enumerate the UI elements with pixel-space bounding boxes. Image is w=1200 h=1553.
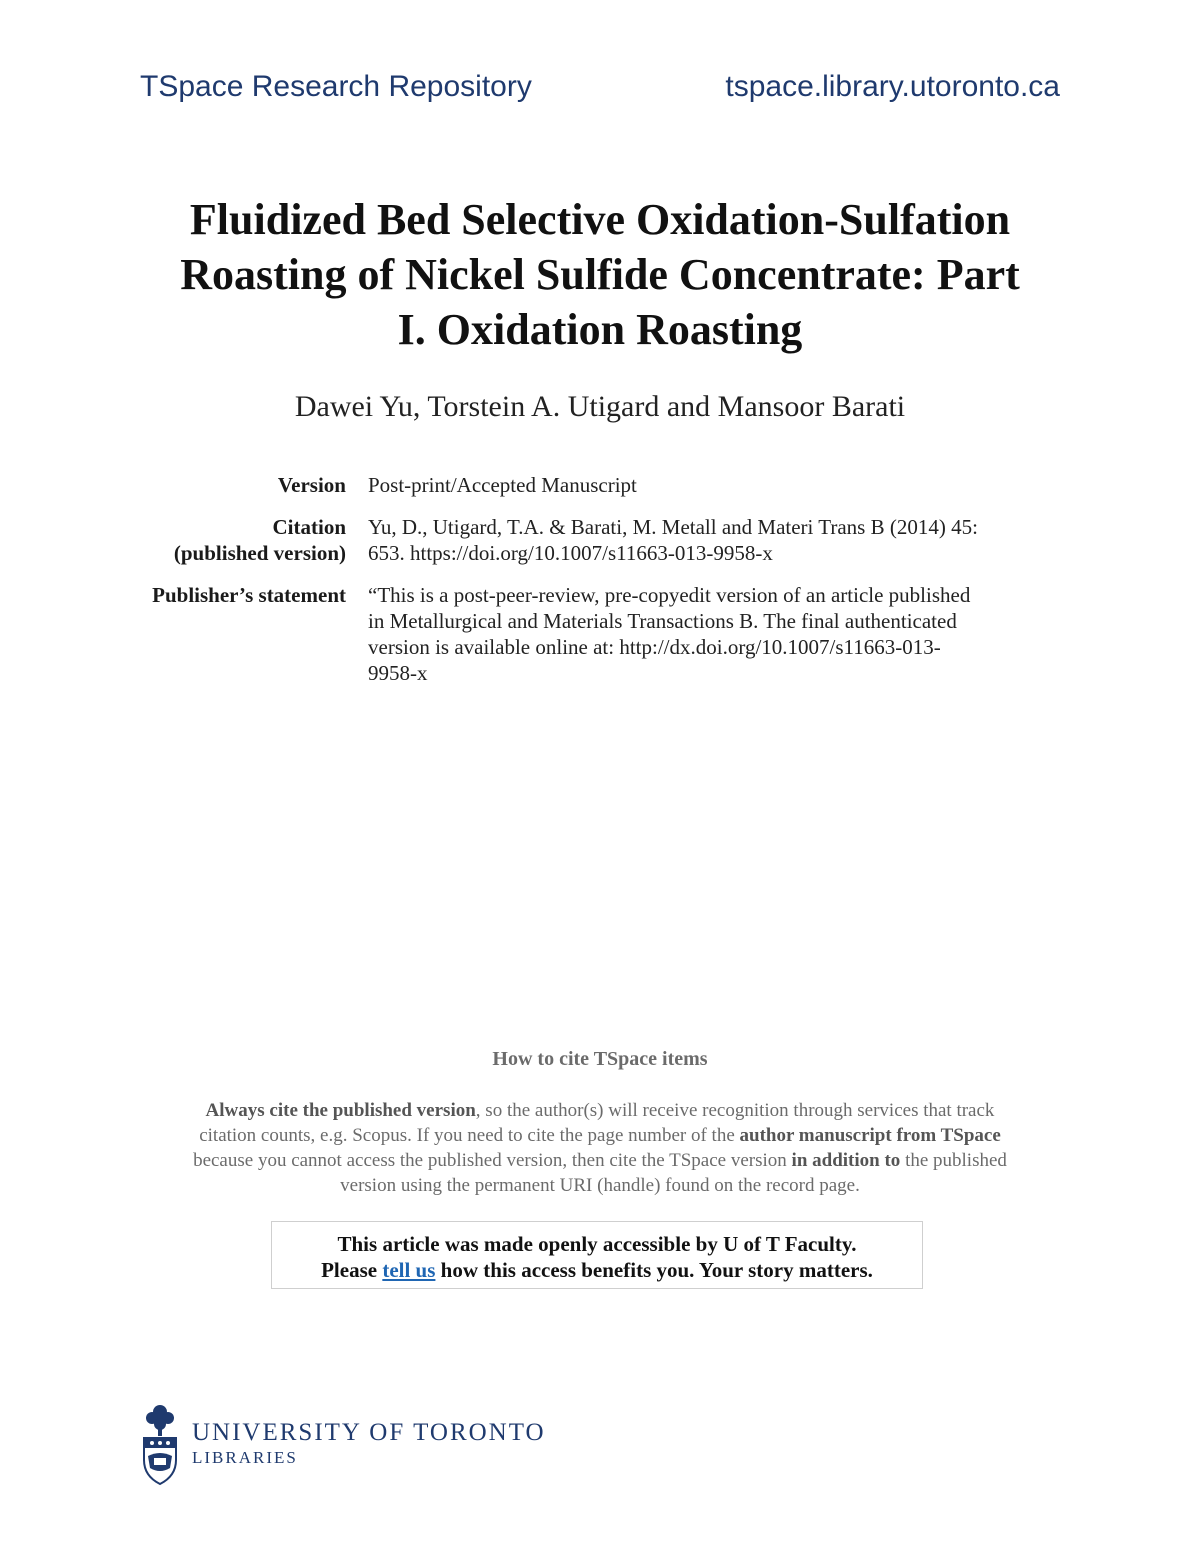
access-line-1: This article was made openly accessible by U of T Faculty. — [337, 1232, 857, 1256]
citation-label — [130, 514, 368, 566]
citation-value — [368, 514, 1060, 566]
statement-line-3: version is available online at: http://dx.doi.org/10.1007/s11663-013- — [368, 635, 941, 659]
title-line-1: Fluidized Bed Selective Oxidation-Sulfation — [189, 195, 1011, 244]
statement-line-2: in Metallurgical and Materials Transactions B. The final authenticated — [368, 609, 957, 633]
version-row — [130, 472, 1060, 498]
statement-value — [368, 582, 1060, 686]
citation-label-line-2: (published version) — [173, 541, 346, 565]
logo-university-name: UNIVERSITY OF TORONTO — [192, 1419, 546, 1446]
version-label: Version — [277, 473, 346, 497]
cite-text-2: citation counts, e.g. Scopus. If you need to cite the page number of the — [199, 1125, 740, 1146]
citation-value-line-2: 653. https://doi.org/10.1007/s11663-013-9958-x — [368, 541, 773, 565]
document-title — [120, 192, 1080, 357]
cite-text-1: , so the author(s) will receive recognition through services that track — [475, 1100, 995, 1121]
access-line-2-start: Please — [321, 1258, 383, 1282]
cite-bold-3: in addition to — [791, 1150, 901, 1171]
repository-name: TSpace Research Repository — [140, 70, 532, 103]
university-logo — [140, 1402, 546, 1486]
university-crest-icon — [140, 1402, 180, 1486]
title-line-2: Roasting of Nickel Sulfide Concentrate: Part — [180, 250, 1020, 299]
logo-libraries: LIBRARIES — [192, 1448, 298, 1467]
tell-us-link[interactable]: tell us — [382, 1258, 436, 1282]
repository-url: tspace.library.utoronto.ca — [725, 70, 1060, 103]
statement-label: Publisher’s statement — [152, 583, 346, 607]
cite-text-3: because you cannot access the published version, then cite the TSpace version — [193, 1150, 792, 1171]
citation-row — [130, 514, 1060, 566]
open-access-box — [271, 1221, 923, 1289]
authors: Dawei Yu, Torstein A. Utigard and Mansoor Barati — [294, 390, 906, 423]
how-to-cite-body — [140, 1098, 1060, 1198]
title-line-3: I. Oxidation Roasting — [397, 305, 803, 354]
how-to-cite-heading: How to cite TSpace items — [492, 1048, 708, 1070]
cite-text-5: version using the permanent URI (handle) found on the record page. — [340, 1175, 860, 1196]
version-value: Post-print/Accepted Manuscript — [368, 473, 637, 497]
metadata-table — [130, 472, 1060, 702]
repository-header — [140, 70, 1060, 104]
access-line-2-end: how this access benefits you. Your story matters. — [435, 1258, 873, 1282]
cite-bold-2: author manuscript from TSpace — [739, 1125, 1001, 1146]
cite-text-4: the published — [900, 1150, 1007, 1171]
statement-line-4: 9958-x — [368, 661, 428, 685]
statement-line-1: “This is a post-peer-review, pre-copyedit version of an article published — [368, 583, 971, 607]
logo-text — [192, 1419, 546, 1469]
statement-row — [130, 582, 1060, 686]
citation-value-line-1: Yu, D., Utigard, T.A. & Barati, M. Metall and Materi Trans B (2014) 45: — [368, 515, 978, 539]
cite-bold-1: Always cite the published version — [205, 1100, 476, 1121]
citation-label-line-1: Citation — [272, 515, 346, 539]
